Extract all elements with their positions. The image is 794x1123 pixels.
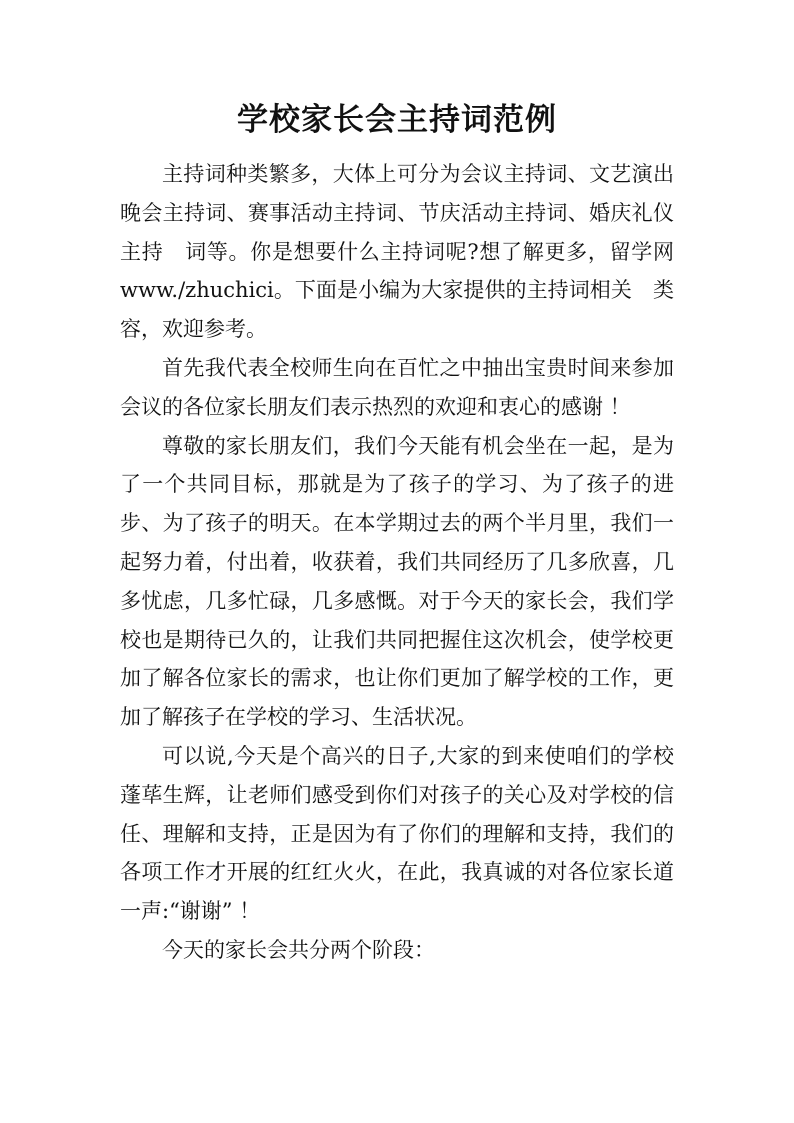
document-title: 学校家长会主持词范例 xyxy=(237,102,557,138)
paragraph-stages: 今天的家长会共分两个阶段： xyxy=(162,937,435,962)
paragraph-thanks: 可以说,今天是个高兴的日子,大家的到来使咱们的学校蓬荜生辉，让老师们感受到你们对孩子的关心及对学校的信任、理解和支持，正是因为有了你们的理解和支持，我们的各项工作才开展的红红火火，在此，我真诚的对各位家长道一声:“谢谢” ！ xyxy=(120,743,674,924)
paragraph-intro: 主持词种类繁多，大体上可分为会议主持词、文艺演出晚会主持词、赛事活动主持词、节庆活动主持词、婚庆礼仪主持 词等。你是想要什么主持词呢?想了解更多，留学网www./zhuchici。下面是小编为大家提供的主持词相关 类容，欢迎参考。 xyxy=(120,162,674,342)
paragraph-address: 尊敬的家长朋友们，我们今天能有机会坐在一起，是为了一个共同目标，那就是为了孩子的学习、为了孩子的进步、为了孩子的明天。在本学期过去的两个半月里，我们一起努力着，付出着，收获着，我们共同经历了几多欣喜，几多忧虑，几多忙碌，几多感慨。对于今天的家长会，我们学校也是期待已久的，让我们共同把握住这次机会，使学校更加了解各位家长的需求，也让你们更加了解学校的工作，更加了解孩子在学校的学习、生活状况。 xyxy=(120,433,674,730)
document-body xyxy=(120,155,674,970)
paragraph-welcome: 首先我代表全校师生向在百忙之中抽出宝贵时间来参加会议的各位家长朋友们表示热烈的欢迎和衷心的感谢 ！ xyxy=(120,355,674,419)
